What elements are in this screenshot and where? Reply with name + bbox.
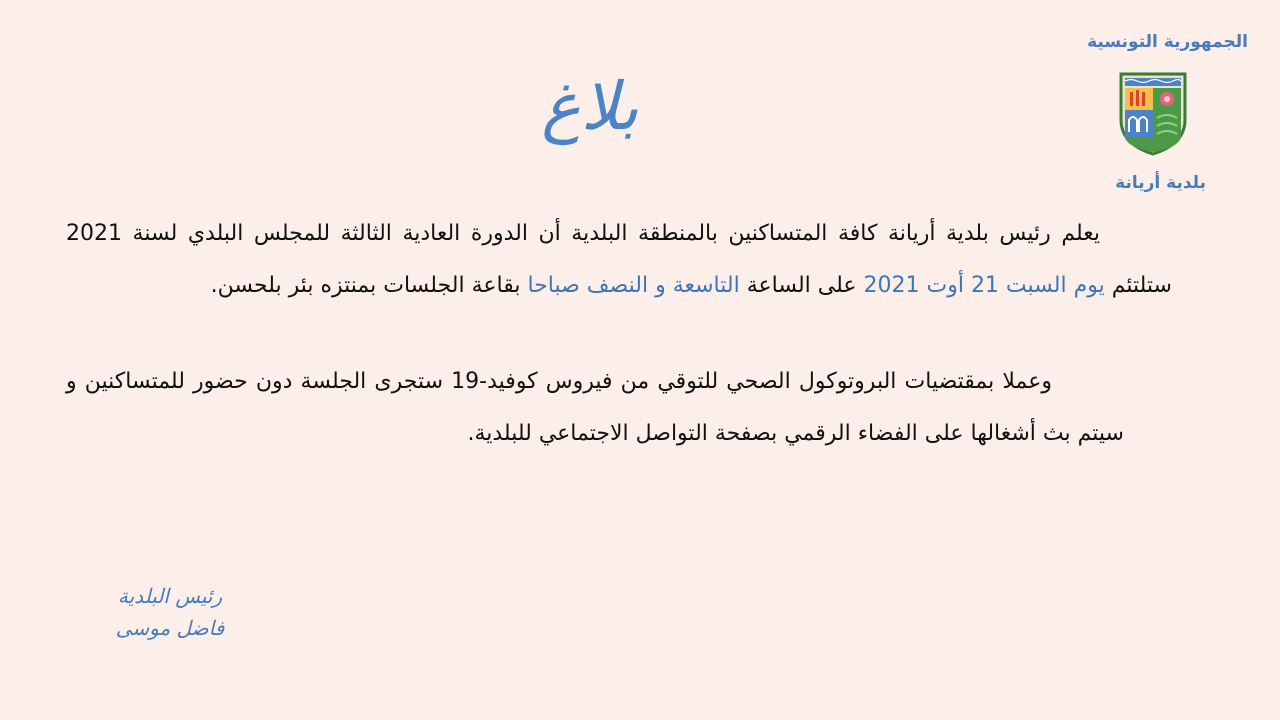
signature-name: فاضل موسى	[115, 616, 225, 640]
para1-start-text: يعلم رئيس بلدية أريانة كافة المتساكنين بالمنطقة البلدية أن الدورة العادية الثالثة للمجلس البلدي لسنة 2021 ستلتئم	[66, 221, 1172, 298]
country-name: الجمهورية التونسية	[1087, 32, 1248, 52]
signature-block	[100, 580, 240, 644]
para1-mid-text: على الساعة	[739, 273, 864, 298]
notice-paragraph-1	[66, 208, 1172, 312]
para1-end-text: بقاعة الجلسات بمنتزه بئر بلحسن.	[210, 273, 528, 298]
para2-text: وعملا بمقتضيات البروتوكول الصحي للتوقي من فيروس كوفيد-19 ستجرى الجلسة دون حضور للمتساكنين و سيتم بث أشغالها على الفضاء الرقمي بصفحة التواصل الاجتماعي للبلدية.	[66, 369, 1124, 446]
notice-paragraph-2	[66, 356, 1124, 460]
municipality-name: بلدية أريانة	[1115, 173, 1206, 193]
municipality-emblem-icon	[1117, 72, 1189, 156]
notice-title: بلاغ	[541, 68, 639, 145]
signature-role: رئيس البلدية	[117, 584, 223, 608]
meeting-date: يوم السبت 21 أوت 2021	[863, 273, 1105, 298]
meeting-time: التاسعة و النصف صباحا	[527, 273, 740, 298]
